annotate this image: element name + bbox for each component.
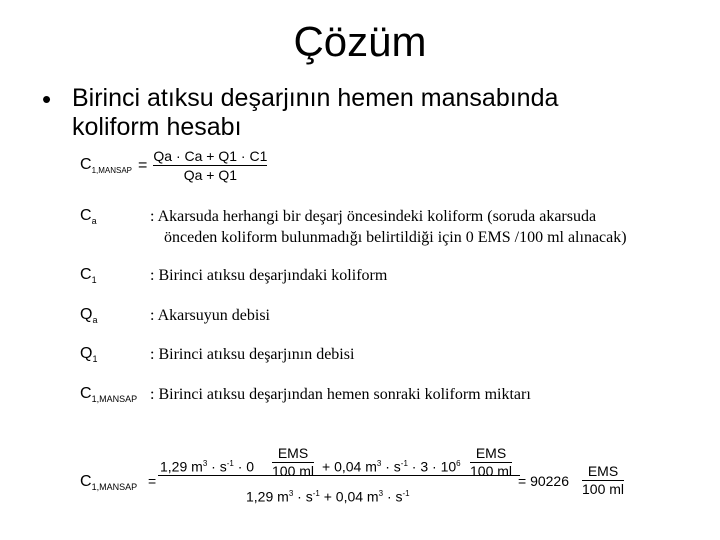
bullet-line-1: Birinci atıksu deşarjının hemen mansabında — [72, 84, 559, 112]
calc-result-unit — [582, 463, 624, 498]
slide-title: Çözüm — [293, 18, 427, 65]
def-text-qa: : Akarsuyun debisi — [150, 307, 270, 324]
formula-numerator: Qa · Ca + Q1 · C1 — [153, 148, 268, 164]
def-symbol-q1: $Q_1$ — [80, 345, 98, 365]
bullet-line-2: koliform hesabı — [72, 113, 242, 141]
def-text-c1-mansap: : Birinci atıksu deşarjından hemen sonraki koliform miktarı — [150, 386, 531, 403]
calc-result: = 90226 — [518, 473, 569, 489]
bullet-text — [72, 84, 558, 142]
calc-result-ems: EMS — [587, 463, 619, 479]
formula-lhs: $C_{1,MANSAP}$ — [80, 155, 133, 176]
formula-equals: = — [138, 156, 148, 174]
formula-denominator: Qa + Q1 — [183, 167, 238, 183]
formula-fraction — [153, 147, 267, 184]
def-symbol-c1-mansap: $C_{1,MANSAP}$ — [80, 385, 138, 405]
def-symbol-ca: $C_a$ — [80, 207, 97, 227]
calc-ml-label-2: 100 ml — [470, 463, 513, 479]
def-text-ca-line2: önceden koliform bulunmadığı belirtildiği için 0 EMS /100 ml alınacak) — [164, 229, 627, 246]
calc-ml-label-1: 100 ml — [272, 463, 315, 479]
bullet-marker: • — [42, 84, 52, 114]
calc-denominator: 1,29 $m^3 \cdot s^{-1} + 0,04$ $m^3 \cdot s^{-1}$ — [246, 488, 410, 505]
calc-equals: = — [148, 473, 157, 489]
def-text-ca-line1: : Akarsuda herhangi bir deşarj öncesindeki koliform (soruda akarsuda — [150, 208, 597, 225]
def-symbol-qa: $Q_a$ — [80, 306, 98, 326]
coliform-formula — [80, 147, 267, 184]
calc-ems-label-2: EMS — [475, 445, 507, 461]
calc-numerator-b: + 0,04 $m^3 \cdot s^{-1} \cdot 3 \cdot 10^6$ — [322, 458, 461, 475]
def-text-ca — [150, 206, 627, 248]
calc-numerator-a: 1,29 $m^3 \cdot s^{-1} \cdot 0$ — [160, 458, 255, 475]
calc-ems-label-1: EMS — [277, 445, 309, 461]
def-symbol-c1: $C_1$ — [80, 266, 97, 286]
calc-fraction-bar — [158, 475, 520, 476]
def-text-c1: : Birinci atıksu deşarjındaki koliform — [150, 267, 388, 284]
calc-lhs: $C_{1,MANSAP}$ — [80, 473, 138, 493]
def-text-q1: : Birinci atıksu deşarjının debisi — [150, 346, 355, 363]
calc-result-ml: 100 ml — [582, 481, 625, 497]
